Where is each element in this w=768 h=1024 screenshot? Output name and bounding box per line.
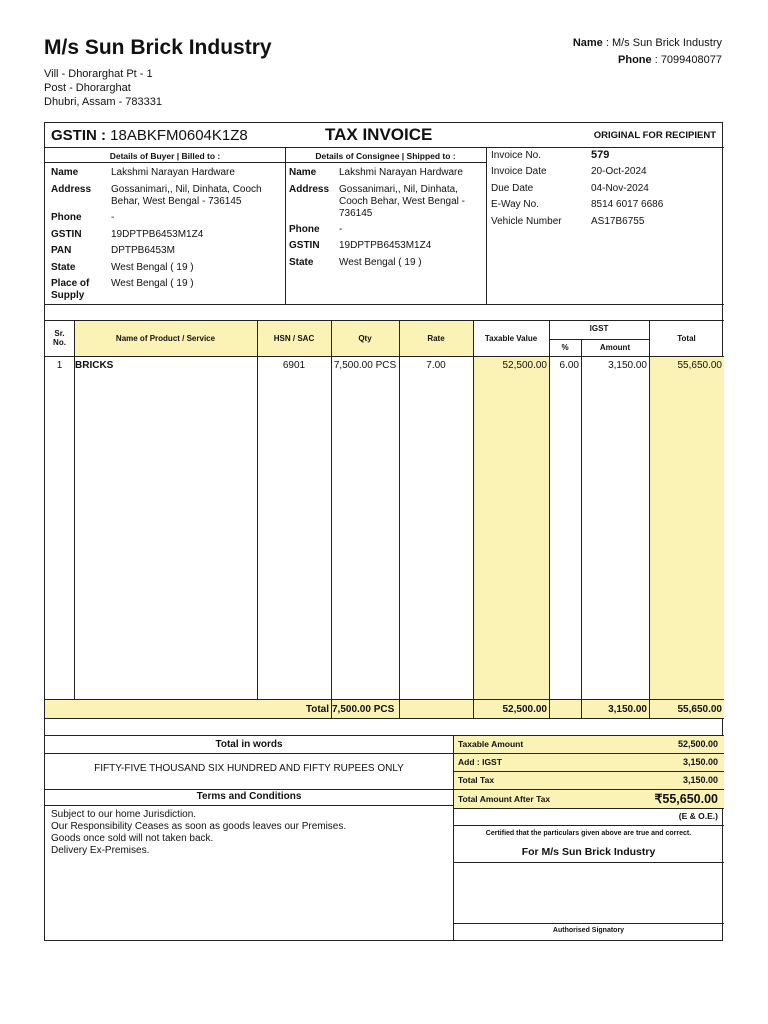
contact-phone: 7099408077 [660,54,722,66]
terms-heading: Terms and Conditions [196,791,302,802]
buyer-address [111,184,262,208]
total-igst-amount: 3,150.00 [608,704,647,715]
eoe: (E & O.E.) [678,811,718,821]
total-qty: 7,500.00 PCS [332,704,395,715]
eway-no: 8514 6017 6686 [591,199,664,210]
row-taxable: 52,500.00 [502,360,547,371]
th-taxable: Taxable Value [484,334,538,343]
row-product: BRICKS [75,360,114,371]
row-sr: 1 [56,360,63,371]
consignee-address-line: 736145 [339,208,373,219]
consignee-phone-label: Phone [289,224,320,235]
invoice-title: TAX INVOICE [325,125,433,144]
buyer-name-label: Name [51,167,79,178]
invoice-date-label: Invoice Date [491,166,547,177]
th-qty: Qty [358,334,372,343]
authorised-signatory: Authorised Signatory [552,927,625,934]
consignee-address-line: Cooch Behar, West Bengal - [339,196,465,207]
buyer-name: Lakshmi Narayan Hardware [111,167,235,178]
row-total: 55,650.00 [677,360,722,371]
copy-label: ORIGINAL FOR RECIPIENT [593,130,716,141]
th-sr-line: Sr. [54,329,65,338]
buyer-address-line: Behar, West Bengal - 736145 [111,196,242,207]
terms-list [51,809,346,857]
total-tax-label: Total Tax [458,775,495,785]
seller-gstin: 18ABKFM0604K1Z8 [110,127,248,144]
th-igst: IGST [589,324,609,333]
row-igst-pct: 6.00 [559,360,579,371]
consignee-name: Lakshmi Narayan Hardware [339,167,463,178]
phone-label: Phone [618,54,652,66]
total-col-bg [649,356,724,699]
invoice-no: 579 [591,149,610,161]
amount-after-tax: ₹55,650.00 [654,792,718,806]
gstin-label: GSTIN : [51,127,106,144]
consignee-name-label: Name [289,167,317,178]
igst-label: Add : IGST [458,757,502,767]
company-name: M/s Sun Brick Industry [44,36,272,59]
row-qty: 7,500.00 PCS [333,360,397,371]
consignee-gstin: 19DPTPB6453M1Z4 [339,240,432,251]
buyer-gstin-label: GSTIN [51,229,82,240]
contact-name-label: Name [572,37,603,49]
eway-label: E-Way No. [491,199,539,210]
taxable-amount: 52,500.00 [677,739,718,749]
terms-line: Our Responsibility Ceases as soon as goods leaves our Premises. [51,821,347,832]
contact-name: M/s Sun Brick Industry [611,37,722,49]
consignee-address-label: Address [289,184,330,195]
pos-label-line: Supply [51,290,85,301]
due-date-label: Due Date [491,183,534,194]
taxable-amount-label: Taxable Amount [458,739,524,749]
th-total: Total [677,334,696,343]
th-product: Name of Product / Service [115,334,216,343]
th-igst-amount: Amount [599,343,631,352]
address-line: Vill - Dhorarghat Pt - 1 [44,68,153,80]
terms-line: Subject to our home Jurisdiction. [51,809,197,820]
for-company: For M/s Sun Brick Industry [521,846,656,858]
invoice-date: 20-Oct-2024 [591,166,647,177]
terms-line: Delivery Ex-Premises. [51,845,150,856]
th-sr [45,329,74,347]
address-line: Dhubri, Assam - 783331 [44,96,163,108]
after-tax-label: Total Amount After Tax [458,794,551,804]
buyer-pan-label: PAN [51,245,72,256]
consignee-address [339,184,465,220]
buyer-address-label: Address [51,184,92,195]
buyer-state-label: State [51,262,76,273]
consignee-state-label: State [289,257,314,268]
company-address [44,67,162,109]
buyer-pan: DPTPB6453M [111,245,175,256]
th-igst-pct: % [561,343,569,352]
total-label: Total [305,704,329,715]
consignee-heading: Details of Consignee | Shipped to : [315,151,456,161]
vehicle-label: Vehicle Number [491,216,562,227]
buyer-phone: - [111,212,115,223]
due-date: 04-Nov-2024 [591,183,649,194]
consignee-phone: - [339,224,343,235]
buyer-phone-label: Phone [51,212,82,223]
total-tax: 3,150.00 [682,775,718,785]
gstin-line [51,127,248,144]
taxable-col-bg [473,356,549,699]
th-sr-line: No. [53,338,66,347]
invoice-frame [44,122,723,941]
vehicle-number: AS17B6755 [591,216,645,227]
row-hsn: 6901 [282,360,306,371]
consignee-gstin-label: GSTIN [289,240,320,251]
address-line: Post - Dhorarghat [44,82,131,94]
pos-label-line: Place of [51,278,90,289]
th-hsn: HSN / SAC [273,334,315,343]
th-rate: Rate [427,334,445,343]
consignee-state: West Bengal ( 19 ) [339,257,422,268]
row-rate: 7.00 [426,360,446,371]
terms-line: Goods once sold will not taken back. [51,833,214,844]
buyer-pos-label [51,278,89,302]
buyer-gstin: 19DPTPB6453M1Z4 [111,229,204,240]
company-contact: Name : M/s Sun Brick Industry Phone : 7099408077 [572,37,722,66]
buyer-heading: Details of Buyer | Billed to : [109,151,221,161]
amount-in-words: FIFTY-FIVE THOUSAND SIX HUNDRED AND FIFTY RUPEES ONLY [94,763,404,774]
buyer-place-of-supply: West Bengal ( 19 ) [111,278,194,289]
total-taxable: 52,500.00 [502,704,547,715]
words-heading: Total in words [215,739,283,750]
row-igst-amount: 3,150.00 [608,360,647,371]
igst-amount: 3,150.00 [682,757,718,767]
invoice-no-label: Invoice No. [491,150,542,161]
buyer-state: West Bengal ( 19 ) [111,262,194,273]
consignee-address-line: Gossanimari,, Nil, Dinhata, [339,184,458,195]
certified-text: Certified that the particulars given above are true and correct. [485,830,692,837]
grand-total: 55,650.00 [677,704,722,715]
buyer-address-line: Gossanimari,, Nil, Dinhata, Cooch [111,184,262,195]
